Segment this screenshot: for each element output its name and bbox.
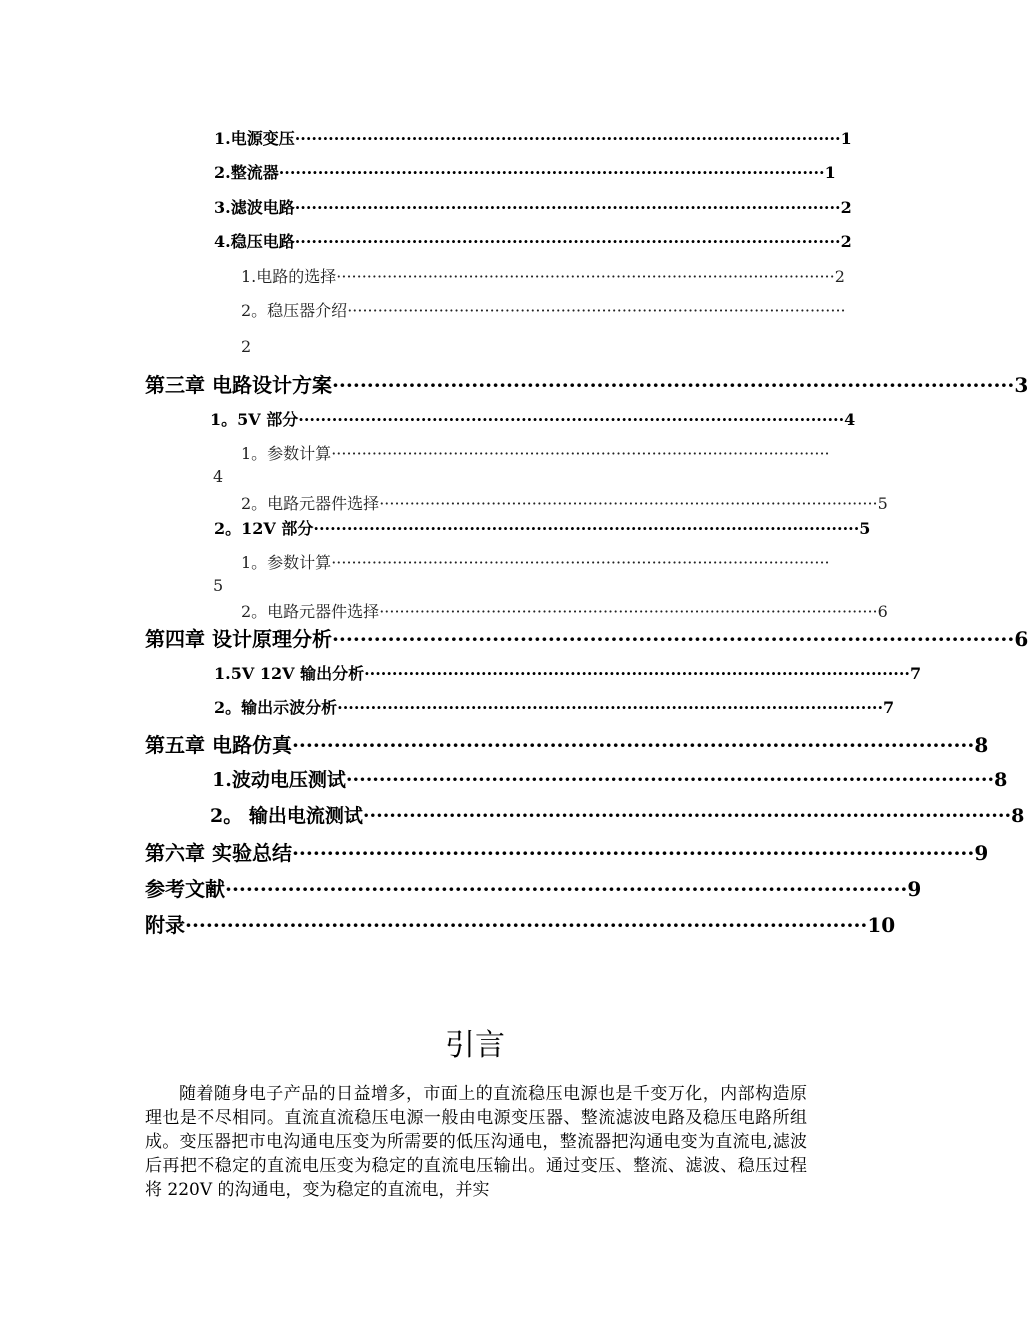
toc-leader-dots: ·································································································· [294,129,841,148]
toc-leader-dots: ·································································································· [345,769,995,791]
toc-entry-title: 第六章 实验总结 [145,841,292,865]
toc-leader-dots: ·································································································· [331,553,830,572]
toc-entry-page: 7 [883,698,895,717]
toc-entry-page: 2 [840,232,852,251]
toc-entry-page: 1 [824,163,836,182]
toc-entry-page: 6 [877,602,888,621]
toc-entry-title: 第三章 电路设计方案 [145,373,332,397]
toc-entry [214,695,895,718]
toc-entry-title: 2.整流器 [214,163,279,182]
toc-entry [214,126,852,149]
toc-entry-title: 1.电路的选择 [241,267,337,286]
toc-entry-title: 第五章 电路仿真 [145,733,292,757]
toc-entry-page: 2 [241,337,252,356]
toc-leader-dots: ·································································································· [364,664,910,683]
toc-entry [210,407,856,430]
toc-entry-title: 参考文献 [145,877,225,901]
toc-entry-page: 1 [840,129,852,148]
toc-leader-dots: ·································································································· [185,913,868,937]
toc-chapter [145,729,989,758]
toc-entry-page: 4 [844,410,856,429]
toc-entry [214,160,836,183]
toc-entry-title: 2。电路元器件选择 [241,494,380,513]
toc-entry-title: 3.滤波电路 [214,198,295,217]
toc-leader-dots: ·································································································· [331,373,1015,397]
toc-entry-page: 8 [994,769,1008,791]
toc-leader-dots: ·································································································· [291,841,975,865]
intro-heading: 引言 [445,1028,505,1063]
toc-leader-dots: ·································································································· [379,494,878,513]
toc-entry-title: 1。参数计算 [241,444,332,463]
toc-entry [214,516,871,539]
toc-leader-dots: ·································································································· [347,301,846,320]
toc-leader-dots: ·································································································· [336,267,835,286]
intro-body [145,1082,807,1202]
toc-entry [241,550,830,573]
toc-entry-page: 5 [877,494,888,513]
toc-leader-dots: ·································································································· [294,198,841,217]
toc-entry-title: 1.电源变压 [214,129,295,148]
toc-leader-dots: ·································································································· [379,602,878,621]
toc-entry [241,298,846,321]
toc-entry-title: 2。输出示波分析 [214,698,338,717]
toc-leader-dots: ·································································································· [313,519,860,538]
toc-entry-title: 2。稳压器介绍 [241,301,348,320]
toc-entry-page: 4 [213,467,224,486]
toc-entry-title: 第四章 设计原理分析 [145,627,332,651]
toc-leader-dots: ·································································································· [331,627,1015,651]
toc-entry [212,765,1008,792]
toc-entry-page: 5 [213,576,224,595]
toc-leader-dots: ·································································································· [294,232,841,251]
toc-entry-page: 6 [1014,627,1028,651]
toc-entry-page: 3 [1014,373,1028,397]
toc-entry [241,491,888,514]
toc-entry-page: 8 [974,733,989,757]
toc-leader-dots: ·································································································· [337,698,884,717]
toc-leader-dots: ·································································································· [225,877,908,901]
toc-entry [241,441,830,464]
toc-chapter [145,369,1028,398]
toc-entry-title: 附录 [145,913,185,937]
toc-entry-title: 1.5V 12V 输出分析 [214,664,365,683]
toc-entry-page: 10 [867,913,896,937]
toc-entry-page: 5 [859,519,871,538]
toc-entry-page: 8 [1011,805,1025,827]
toc-chapter [145,837,989,866]
toc-leader-dots: ·································································································· [331,444,830,463]
toc-leader-dots: ·································································································· [278,163,825,182]
toc-entry [214,195,852,218]
toc-entry-page: 9 [907,877,922,901]
toc-leader-dots: ·································································································· [298,410,845,429]
intro-paragraph: 随着随身电子产品的日益增多，市面上的直流稳压电源也是千变万化，内部构造原理也是不尽相同。直流直流稳压电源一般由电源变压器、整流滤波电路及稳压电路所组成。变压器把市电沟通电压变为所需要的低压沟通电，整流器把沟通电变为直流电,滤波后再把不稳定的直流电压变为稳定的直流电压输出。通过变压、整流、滤波、稳压过程将 220V 的沟通电，变为稳定的直流电，并实 [145,1084,807,1200]
toc-entry [241,599,888,622]
toc-entry-title: 1.波动电压测试 [212,769,346,791]
toc-entry-title: 2。12V 部分 [214,519,314,538]
toc-entry [214,661,922,684]
toc-leader-dots: ·································································································· [362,805,1012,827]
toc-entry-title: 2。电路元器件选择 [241,602,380,621]
toc-entry [241,264,845,287]
toc-entry-page: 9 [974,841,989,865]
toc-leader-dots: ·································································································· [291,733,975,757]
toc-entry-page: 2 [840,198,852,217]
toc-entry-page: 7 [909,664,922,683]
toc-chapter [145,623,1028,652]
toc-entry-title: 2。 输出电流测试 [210,805,363,827]
toc-entry-title: 1。参数计算 [241,553,332,572]
toc-entry [214,229,852,252]
toc-entry [210,801,1025,828]
toc-chapter [145,909,896,938]
toc-entry-title: 4.稳压电路 [214,232,295,251]
toc-chapter [145,873,922,902]
toc-entry-page: 2 [834,267,845,286]
toc-entry-title: 1。5V 部分 [210,410,299,429]
